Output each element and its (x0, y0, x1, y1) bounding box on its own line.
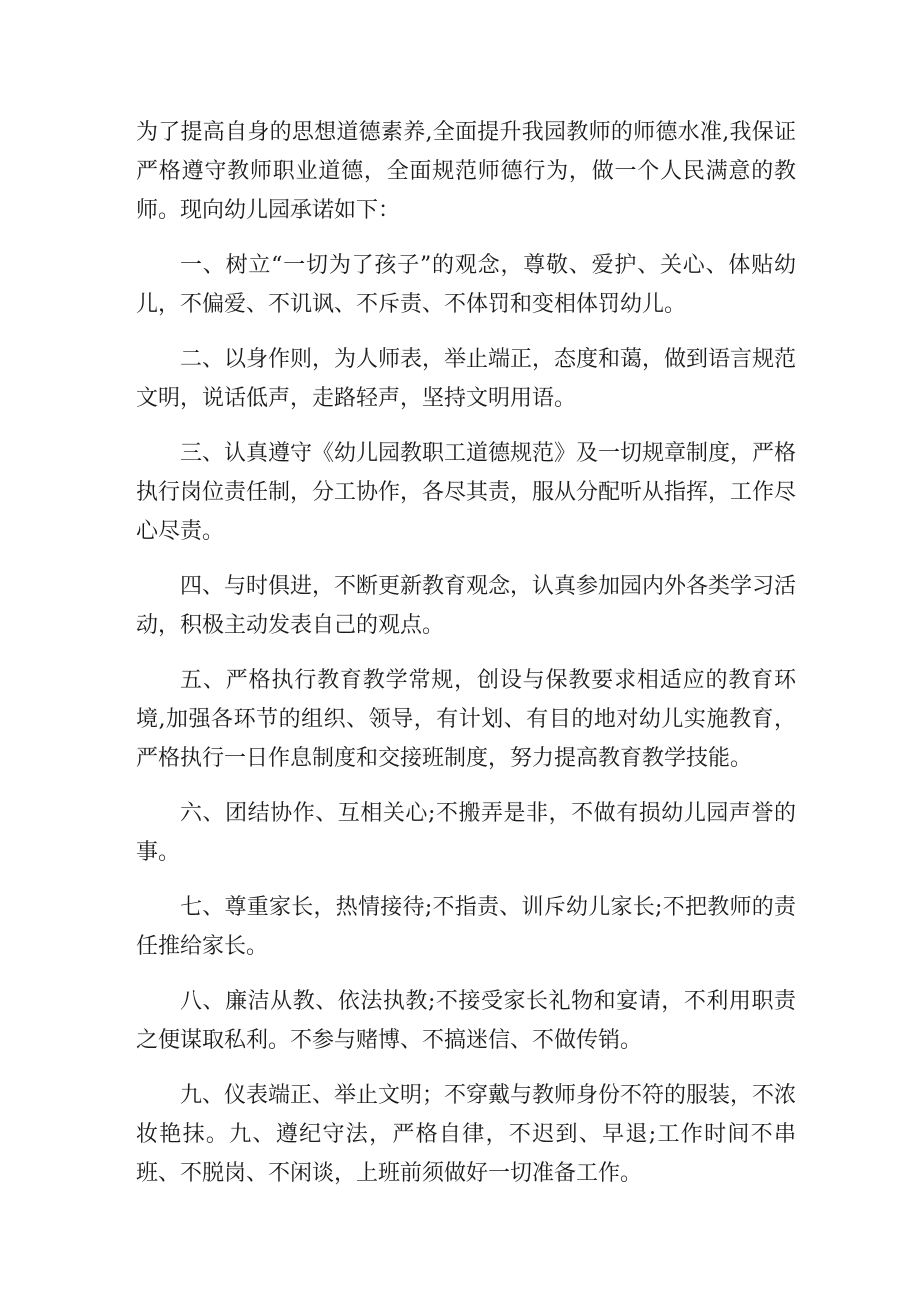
pledge-item-5: 五、严格执行教育教学常规，创设与保教要求相适应的教育环境,加强各环节的组织、领导，有计划、有目的地对幼儿实施教育，严格执行一日作息制度和交接班制度，努力提高教育教学技能。 (136, 668, 796, 771)
pledge-item-4: 四、与时俱进，不断更新教育观念，认真参加园内外各类学习活动，积极主动发表自己的观点。 (136, 574, 797, 638)
pledge-item-6: 六、团结协作、互相关心;不搬弄是非，不做有损幼儿园声誉的事。 (136, 801, 796, 865)
pledge-item-2: 二、以身作则，为人师表，举止端正，态度和蔼，做到语言规范文明，说话低声，走路轻声，坚持文明用语。 (136, 347, 797, 411)
pledge-item-1: 一、树立“一切为了孩子”的观念，尊敬、爱护、关心、体贴幼儿，不偏爱、不讥讽、不斥责、不体罚和变相体罚幼儿。 (136, 253, 796, 317)
pledge-item-8: 八、廉洁从教、依法执教;不接受家长礼物和宴请，不利用职责之便谋取私利。不参与赌博、不搞迷信、不做传销。 (136, 989, 796, 1053)
document-body (136, 113, 796, 1209)
pledge-item-3: 三、认真遵守《幼儿园教职工道德规范》及一切规章制度，严格执行岗位责任制，分工协作，各尽其责，服从分配听从指挥，工作尽心尽责。 (136, 441, 797, 544)
pledge-item-7: 七、尊重家长，热情接待;不指责、训斥幼儿家长;不把教师的责任推给家长。 (136, 895, 796, 959)
intro-paragraph: 为了提高自身的思想道德素养,全面提升我园教师的师德水准,我保证严格遵守教师职业道德，全面规范师德行为，做一个人民满意的教师。现向幼儿园承诺如下： (136, 120, 796, 223)
pledge-item-9: 九、仪表端正、举止文明；不穿戴与教师身份不符的服装，不浓妆艳抹。九、遵纪守法，严格自律，不迟到、早退;工作时间不串班、不脱岗、不闲谈，上班前须做好一切准备工作。 (136, 1083, 797, 1186)
